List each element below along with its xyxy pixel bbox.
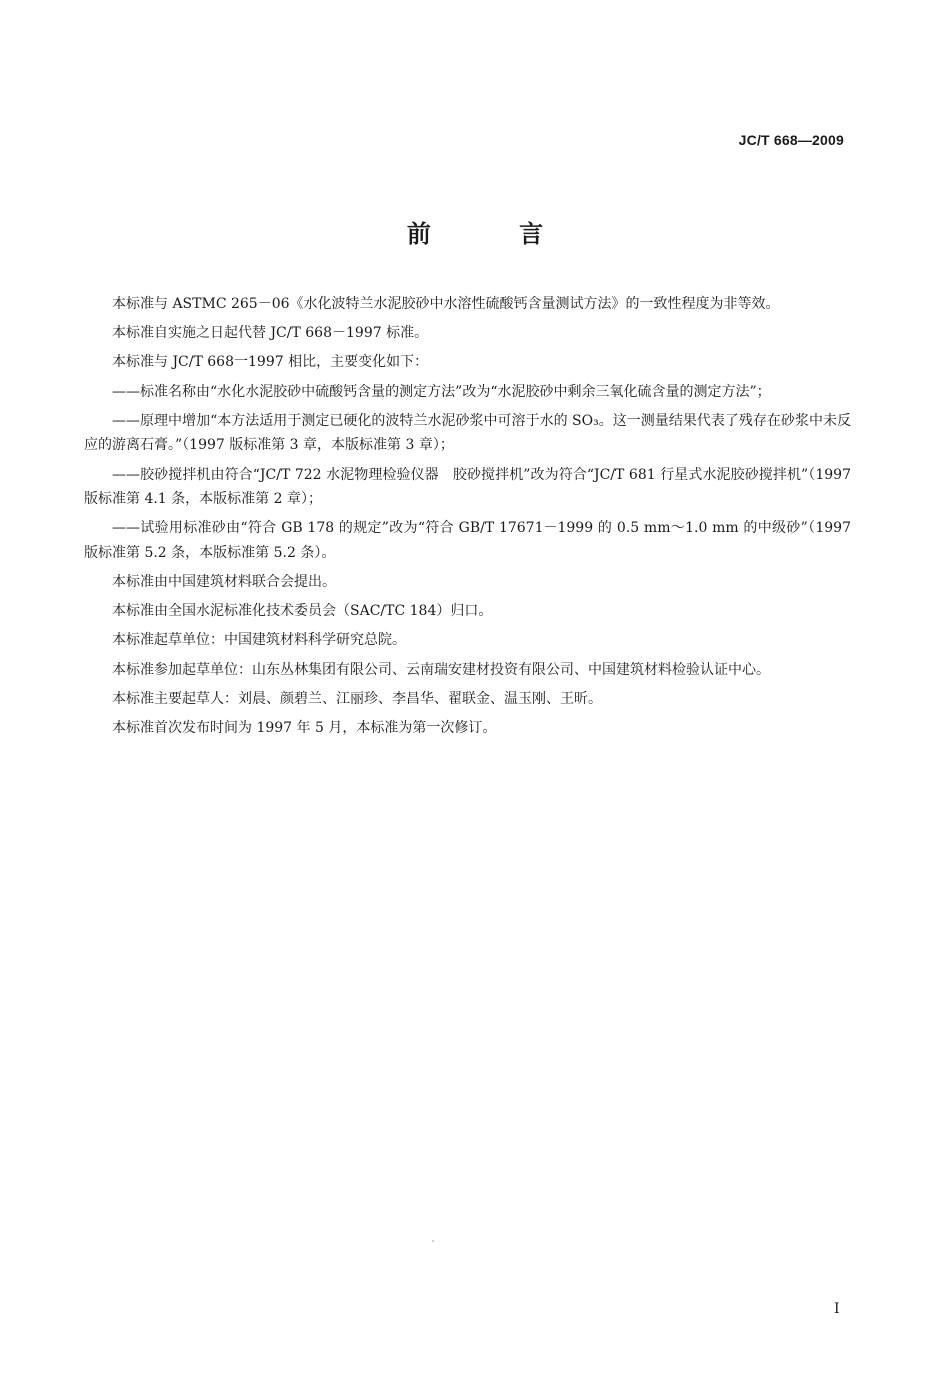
change-item-name: ——标准名称由“水化水泥胶砂中硫酸钙含量的测定方法”改为“水泥胶砂中剩余三氧化硫含量的测定方法”； [112, 383, 771, 400]
page-number: I [834, 1301, 840, 1317]
paragraph-first-release: 本标准首次发布时间为 1997 年 5 月，本标准为第一次修订。 [112, 720, 497, 737]
paragraph-drafting-unit: 本标准起草单位：中国建筑材料科学研究总院。 [112, 632, 406, 649]
change-item-principle: ——原理中增加“本方法适用于测定已硬化的波特兰水泥砂浆中可溶于水的 SO₃。这一测量结果代表了残存在砂浆中未反应的游离石膏。”（1997 版标准第 3 章，本版标准第 3 章）； [84, 412, 851, 454]
paragraph-proposed-by: 本标准由中国建筑材料联合会提出。 [112, 574, 336, 591]
scan-speck [432, 1240, 434, 1242]
standard-code: JC/T 668—2009 [738, 132, 844, 148]
paragraph-participating-units: 本标准参加起草单位：山东丛林集团有限公司、云南瑞安建材投资有限公司、中国建筑材料检验认证中心。 [112, 661, 770, 678]
paragraph-technical-committee: 本标准由全国水泥标准化技术委员会（SAC/TC 184）归口。 [112, 603, 493, 620]
change-item-mixer: ——胶砂搅拌机由符合“JC/T 722 水泥物理检验仪器 胶砂搅拌机”改为符合“JC/T 681 行星式水泥胶砂搅拌机”（1997 版标准第 4.1 条，本版标准第 2 章）； [84, 466, 851, 508]
paragraph-equivalence: 本标准与 ASTMC 265－06《水化波特兰水泥胶砂中水溶性硫酸钙含量测试方法》的一致性程度为非等效。 [112, 296, 780, 312]
paragraph-replaces: 本标准自实施之日起代替 JC/T 668－1997 标准。 [112, 325, 429, 342]
page-title: 前 言 [406, 220, 584, 248]
change-item-sand: ——试验用标准砂由“符合 GB 178 的规定”改为“符合 GB/T 17671－1999 的 0.5 mm～1.0 mm 的中级砂”（1997 版标准第 5.2 条，本版标准第 5.2 条）。 [84, 520, 851, 561]
foreword-body [84, 292, 851, 745]
paragraph-drafters: 本标准主要起草人：刘晨、颜碧兰、江丽珍、李昌华、翟联金、温玉刚、王昕。 [112, 690, 602, 707]
paragraph-changes-intro: 本标准与 JC/T 668一1997 相比，主要变化如下： [112, 354, 429, 371]
